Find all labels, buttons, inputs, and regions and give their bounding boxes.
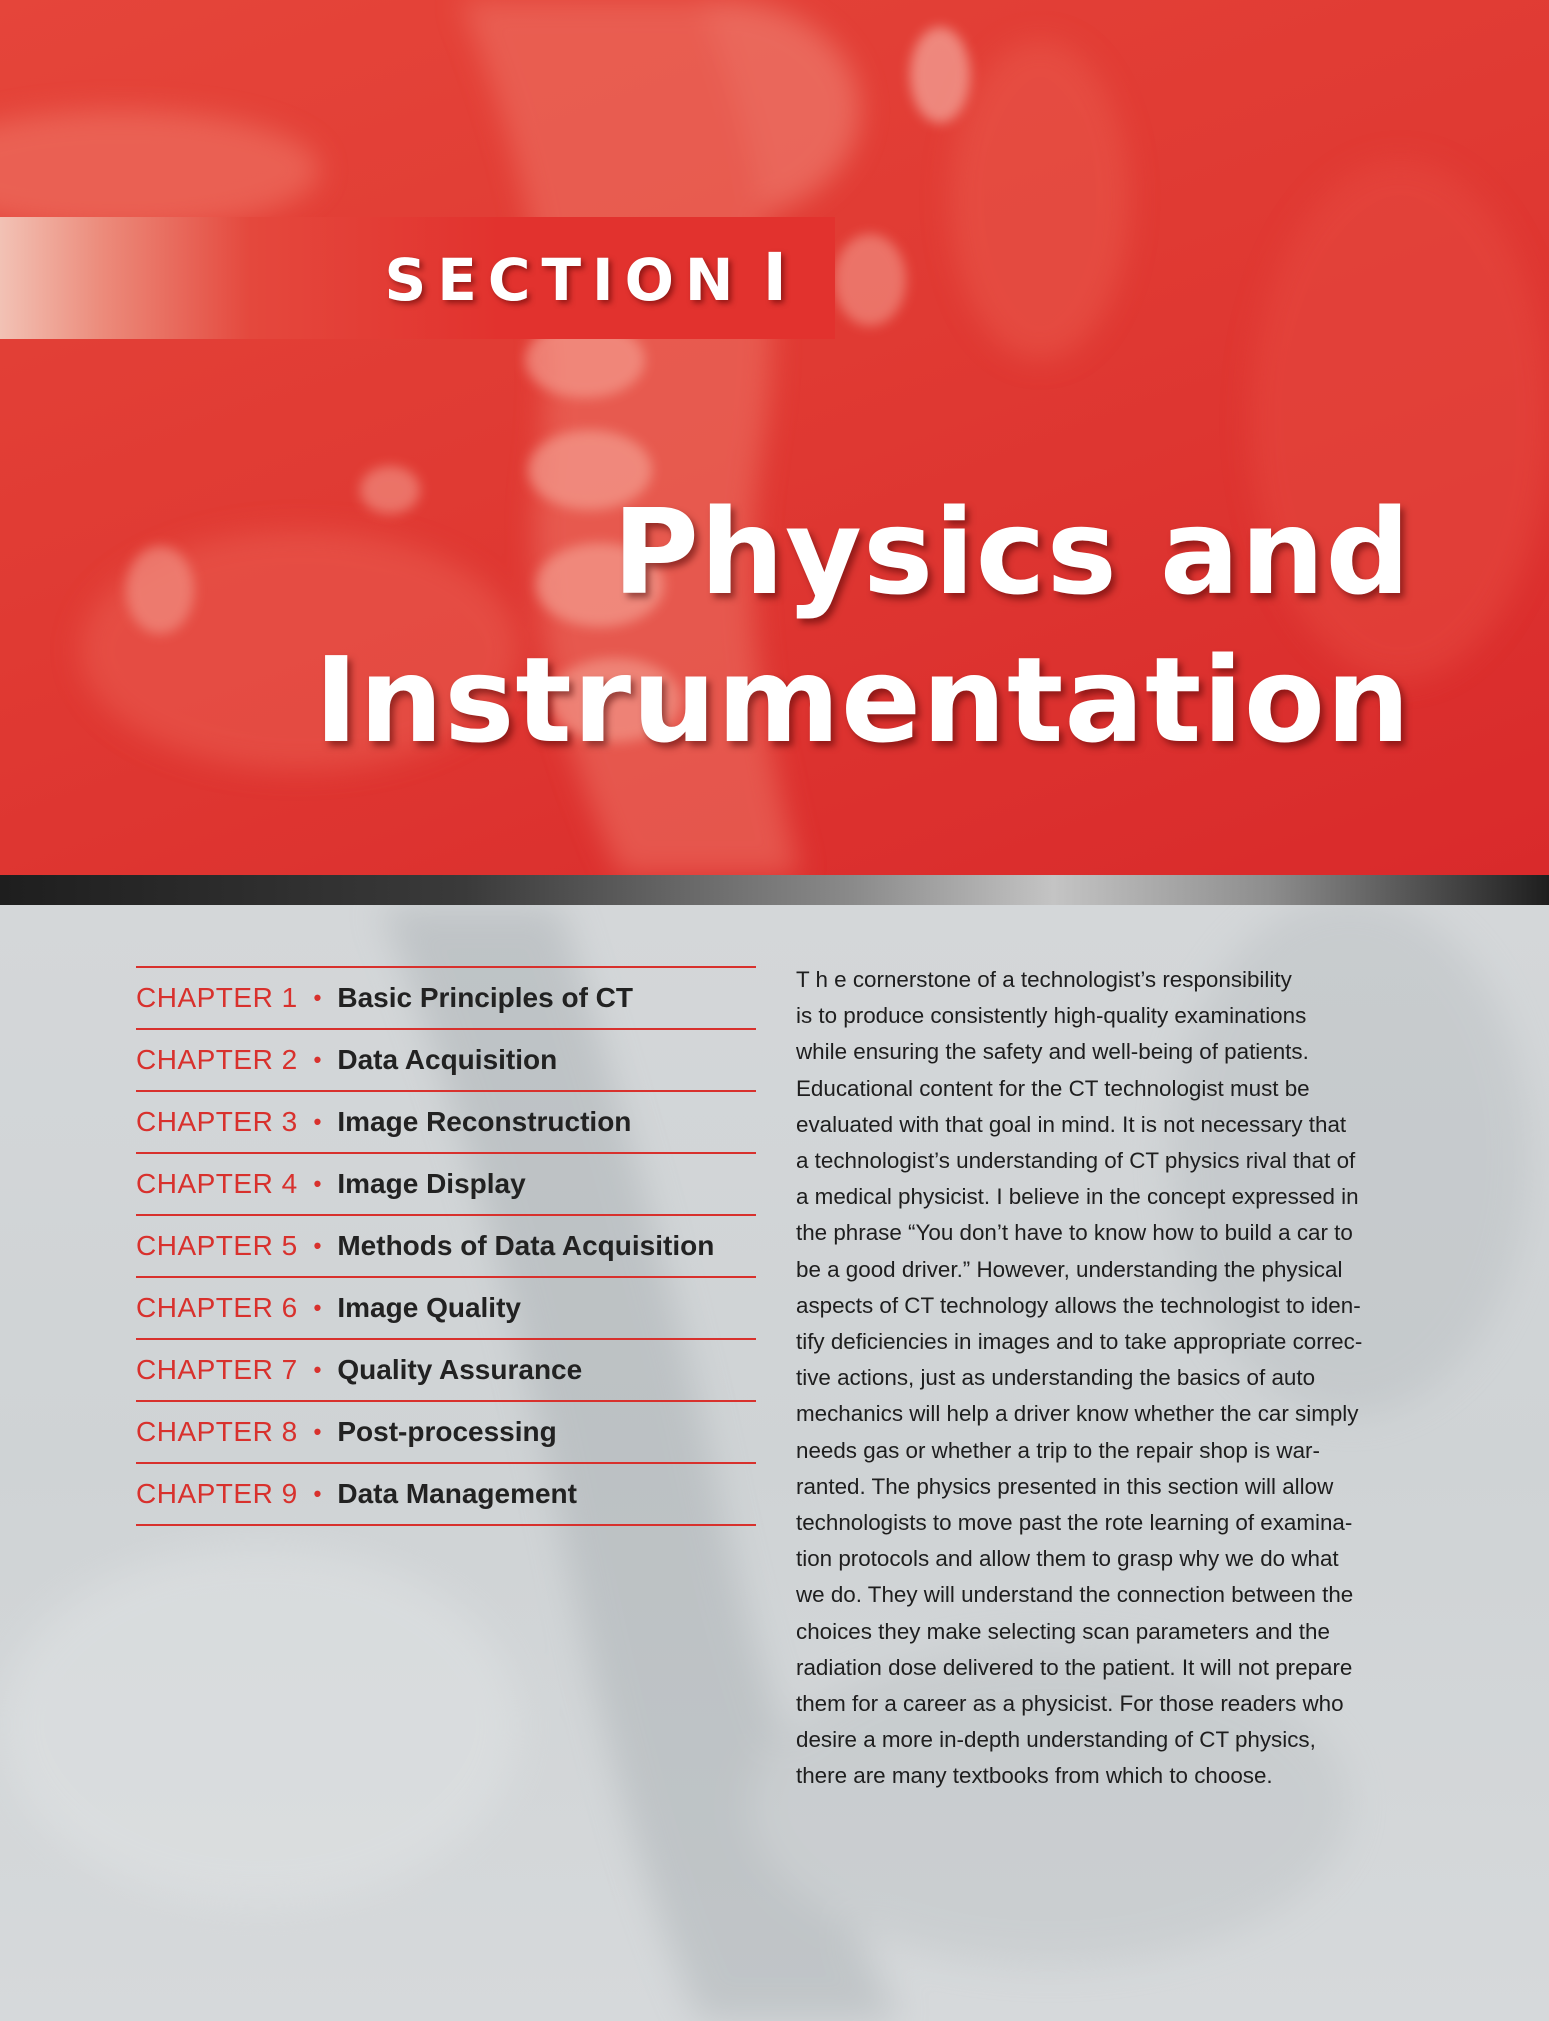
intro-line: while ensuring the safety and well-being of patients. [796, 1039, 1309, 1065]
intro-line: there are many textbooks from which to choose. [796, 1763, 1273, 1789]
chapter-separator: • [313, 1481, 322, 1506]
chapter-title: Post-processing [337, 1416, 557, 1447]
intro-line: T h e cornerstone of a technologist’s responsibility [796, 967, 1292, 992]
chapter-item[interactable] [136, 1340, 756, 1402]
intro-line: technologists to move past the rote learning of examina- [796, 1510, 1353, 1536]
chapter-title: Quality Assurance [337, 1354, 583, 1385]
chapter-number: CHAPTER 4 [136, 1168, 298, 1199]
chapter-number: CHAPTER 2 [136, 1044, 298, 1075]
intro-line: be a good driver.” However, understanding the physical [796, 1256, 1343, 1282]
chapter-title: Methods of Data Acquisition [337, 1230, 715, 1261]
intro-line: aspects of CT technology allows the technologist to iden- [796, 1292, 1361, 1318]
intro-line: evaluated with that goal in mind. It is not necessary that [796, 1111, 1347, 1137]
chapter-separator: • [313, 1047, 322, 1072]
chapter-title: Image Quality [337, 1292, 521, 1323]
section-title-line-1: Physics and [612, 483, 1411, 621]
intro-line: the phrase “You don’t have to know how to build a car to [796, 1220, 1353, 1246]
chapter-number: CHAPTER 6 [136, 1292, 298, 1323]
chapter-item[interactable] [136, 1216, 756, 1278]
chapter-item[interactable] [136, 1030, 756, 1092]
section-title-line-2: Instrumentation [314, 631, 1411, 769]
chapter-number: CHAPTER 7 [136, 1354, 298, 1385]
intro-line: a medical physicist. I believe in the concept expressed in [796, 1184, 1359, 1210]
chapter-title: Data Management [337, 1478, 577, 1509]
section-label [384, 239, 787, 316]
chapter-number: CHAPTER 8 [136, 1416, 298, 1447]
chapter-title: Image Display [337, 1168, 526, 1199]
chapter-number: CHAPTER 9 [136, 1478, 298, 1509]
chapter-separator: • [313, 1171, 322, 1196]
chapter-separator: • [313, 1233, 322, 1258]
chapter-separator: • [313, 1419, 322, 1444]
divider-bar [0, 875, 1549, 905]
hero-banner [0, 0, 1549, 875]
chapter-item[interactable] [136, 1154, 756, 1216]
chapter-separator: • [313, 1295, 322, 1320]
intro-line: radiation dose delivered to the patient. It will not prepare [796, 1654, 1353, 1680]
intro-line: tify deficiencies in images and to take appropriate correc- [796, 1329, 1363, 1355]
chapter-title: Data Acquisition [337, 1044, 558, 1075]
chapter-separator: • [313, 1109, 322, 1134]
chapter-title: Basic Principles of CT [337, 982, 633, 1013]
chapter-number: CHAPTER 1 [136, 982, 298, 1013]
section-word: SECTION [384, 246, 745, 314]
chapter-title: Image Reconstruction [337, 1106, 632, 1137]
intro-line: needs gas or whether a trip to the repair shop is war- [796, 1437, 1320, 1463]
chapter-item[interactable] [136, 1464, 756, 1526]
intro-line: Educational content for the CT technologist must be [796, 1075, 1310, 1101]
chapter-item[interactable] [136, 1092, 756, 1154]
intro-line: them for a career as a physicist. For those readers who [796, 1691, 1344, 1717]
chapter-number: CHAPTER 3 [136, 1106, 298, 1137]
intro-line: mechanics will help a driver know whether the car simply [796, 1401, 1359, 1427]
section-numeral: I [762, 239, 787, 316]
intro-line: is to produce consistently high-quality examinations [796, 1003, 1307, 1029]
section-band [0, 217, 835, 339]
intro-line: we do. They will understand the connection between the [796, 1582, 1354, 1608]
intro-paragraph [796, 962, 1446, 1795]
chapter-item[interactable] [136, 968, 756, 1030]
chapter-separator: • [313, 985, 322, 1010]
chapter-separator: • [313, 1357, 322, 1382]
chapter-item[interactable] [136, 1278, 756, 1340]
intro-line: ranted. The physics presented in this section will allow [796, 1473, 1334, 1499]
section-title [314, 478, 1411, 774]
chapter-number: CHAPTER 5 [136, 1230, 298, 1261]
intro-line: choices they make selecting scan parameters and the [796, 1618, 1330, 1644]
intro-line: tive actions, just as understanding the basics of auto [796, 1365, 1316, 1391]
chapter-list [136, 966, 756, 1526]
intro-line: a technologist’s understanding of CT physics rival that of [796, 1148, 1356, 1174]
chapter-item[interactable] [136, 1402, 756, 1464]
intro-line: desire a more in-depth understanding of CT physics, [796, 1727, 1316, 1753]
intro-line: tion protocols and allow them to grasp why we do what [796, 1546, 1339, 1572]
